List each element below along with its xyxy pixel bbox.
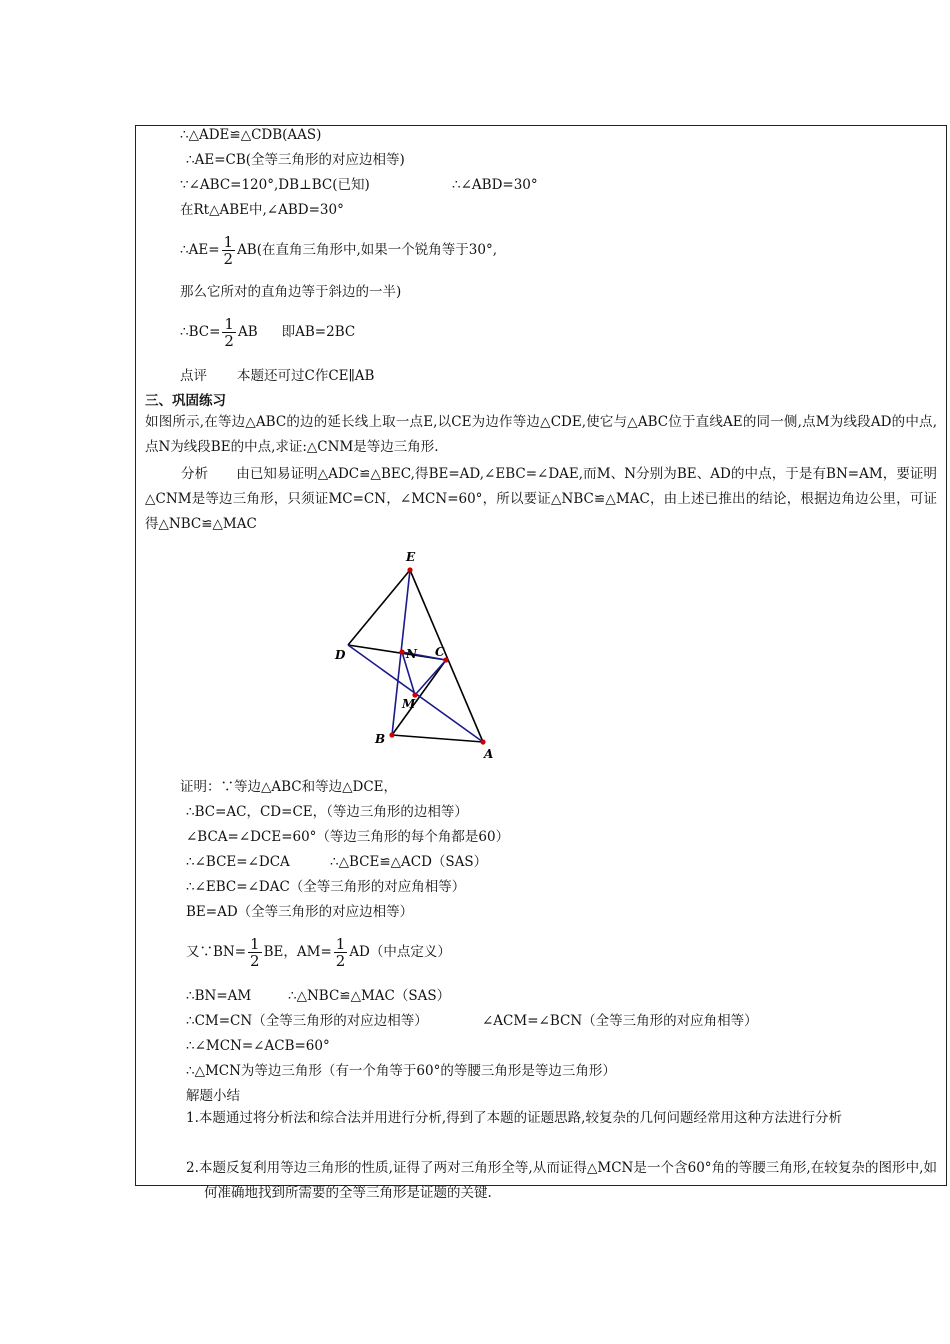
fraction-numerator: 1 — [335, 935, 346, 953]
line-BA — [392, 735, 483, 742]
geometry-figure — [330, 545, 510, 765]
summary-item-1: 1.本题通过将分析法和综合法并用进行分析,得到了本题的证题思路,较复杂的几何问题经常用这种方法进行分析 — [186, 1110, 842, 1126]
proof1-line2: ∴AE=CB(全等三角形的对应边相等) — [186, 152, 405, 168]
proof2-line7-mid: BE，AM= — [263, 944, 332, 960]
proof2-line5: ∴∠EBC=∠DAC（全等三角形的对应角相等） — [186, 879, 466, 895]
proof1-line5-post: AB(在直角三角形中,如果一个锐角等于30°, — [237, 242, 498, 258]
analysis-label: 分析 — [181, 466, 209, 482]
fraction-numerator: 1 — [250, 935, 260, 953]
line-ED — [348, 570, 410, 645]
fraction-denominator: 2 — [224, 332, 234, 350]
proof2-line3: ∠BCA=∠DCE=60°（等边三角形的每个角都是60） — [186, 829, 510, 845]
proof1-line3a: ∵∠ABC=120°,DB⊥BC(已知) — [180, 177, 370, 193]
fraction-numerator: 1 — [224, 315, 234, 333]
proof2-line4a: ∴∠BCE=∠DCA — [186, 854, 290, 870]
proof1-line6: 那么它所对的直角边等于斜边的一半) — [180, 284, 402, 300]
proof2-line2: ∴BC=AC，CD=CE，（等边三角形的边相等） — [186, 804, 468, 820]
problem-statement: 如图所示,在等边△ABC的边的延长线上取一点E,以CE为边作等边△CDE,使它与△ABC位于直线AE的同一侧,点M为线段AD的中点,点N为线段BE的中点,求证:△CNM是等边三角形. — [145, 414, 937, 455]
section-heading: 三、巩固练习 — [145, 393, 226, 409]
label-C: C — [435, 645, 445, 659]
fraction-half — [222, 234, 236, 267]
proof2-line9b: ∠ACM=∠BCN（全等三角形的对应角相等） — [482, 1013, 758, 1029]
proof1-line5-pre: ∴AE= — [180, 242, 220, 258]
summary-title: 解题小结 — [186, 1088, 240, 1104]
proof1-line4: 在Rt△ABE中,∠ABD=30° — [180, 202, 344, 218]
proof1-line7-pre: ∴BC= — [180, 324, 221, 340]
fraction-denominator: 2 — [335, 952, 346, 970]
proof2-line1: 证明：∵等边△ABC和等边△DCE， — [180, 779, 398, 795]
fraction-half — [222, 316, 236, 349]
fraction-numerator: 1 — [223, 233, 234, 251]
proof1-line8b: 本题还可过C作CE∥AB — [237, 368, 375, 384]
line-CB — [392, 660, 446, 735]
proof2-line8a: ∴BN=AM — [186, 988, 252, 1004]
proof2-line7-post: AD（中点定义） — [349, 944, 451, 960]
point-N — [399, 649, 404, 654]
fraction-half — [248, 936, 262, 969]
label-M: M — [402, 697, 416, 711]
proof2-line10: ∴∠MCN=∠ACB=60° — [186, 1038, 330, 1054]
proof1-line8a: 点评 — [180, 368, 207, 384]
analysis-paragraph — [145, 462, 937, 537]
proof1-line1: ∴△ADE≌△CDB(AAS) — [180, 127, 322, 143]
proof2-line9a: ∴CM=CN（全等三角形的对应边相等） — [186, 1013, 428, 1029]
label-N: N — [406, 647, 417, 661]
proof1-line7 — [180, 314, 355, 350]
proof1-line7-tail: 即AB=2BC — [281, 324, 356, 340]
proof2-line8b: ∴△NBC≌△MAC（SAS） — [288, 988, 451, 1004]
point-E — [407, 567, 412, 572]
proof2-line11: ∴△MCN为等边三角形（有一个角等于60°的等腰三角形是等边三角形） — [186, 1063, 616, 1079]
summary-item-2: 2.本题反复利用等边三角形的性质,证得了两对三角形全等,从而证得△MCN是一个含60°角的等腰三角形,在较复杂的图形中,如何准确地找到所需要的全等三角形是证题的关键. — [186, 1160, 937, 1201]
label-D: D — [335, 648, 346, 662]
label-B: B — [375, 732, 386, 746]
proof1-line7-post: AB — [237, 324, 258, 340]
fraction-half — [334, 936, 348, 969]
analysis-text: 由已知易证明△ADC≌△BEC,得BE=AD,∠EBC=∠DAE,而M、N分别为BE、AD的中点，于是有BN=AM，要证明△CNM是等边三角形，只须证MC=CN，∠MCN=60°，所以要证△NBC≌△MAC，由上述已推出的结论，根据边角边公里，可证得△NBC≌△MAC — [145, 466, 937, 532]
proof1-line3b: ∴∠ABD=30° — [452, 177, 538, 193]
point-B — [389, 732, 394, 737]
proof2-line7 — [186, 934, 451, 970]
line-MC — [415, 660, 446, 695]
label-E: E — [406, 550, 416, 564]
fraction-denominator: 2 — [223, 250, 234, 268]
fraction-denominator: 2 — [250, 952, 260, 970]
proof2-line6: BE=AD（全等三角形的对应边相等） — [186, 904, 414, 920]
point-A — [480, 739, 485, 744]
proof2-line7-pre: 又∵BN= — [186, 944, 247, 960]
proof2-line4b: ∴△BCE≌△ACD（SAS） — [330, 854, 488, 870]
label-A: A — [484, 747, 494, 761]
proof1-line5 — [180, 232, 497, 268]
